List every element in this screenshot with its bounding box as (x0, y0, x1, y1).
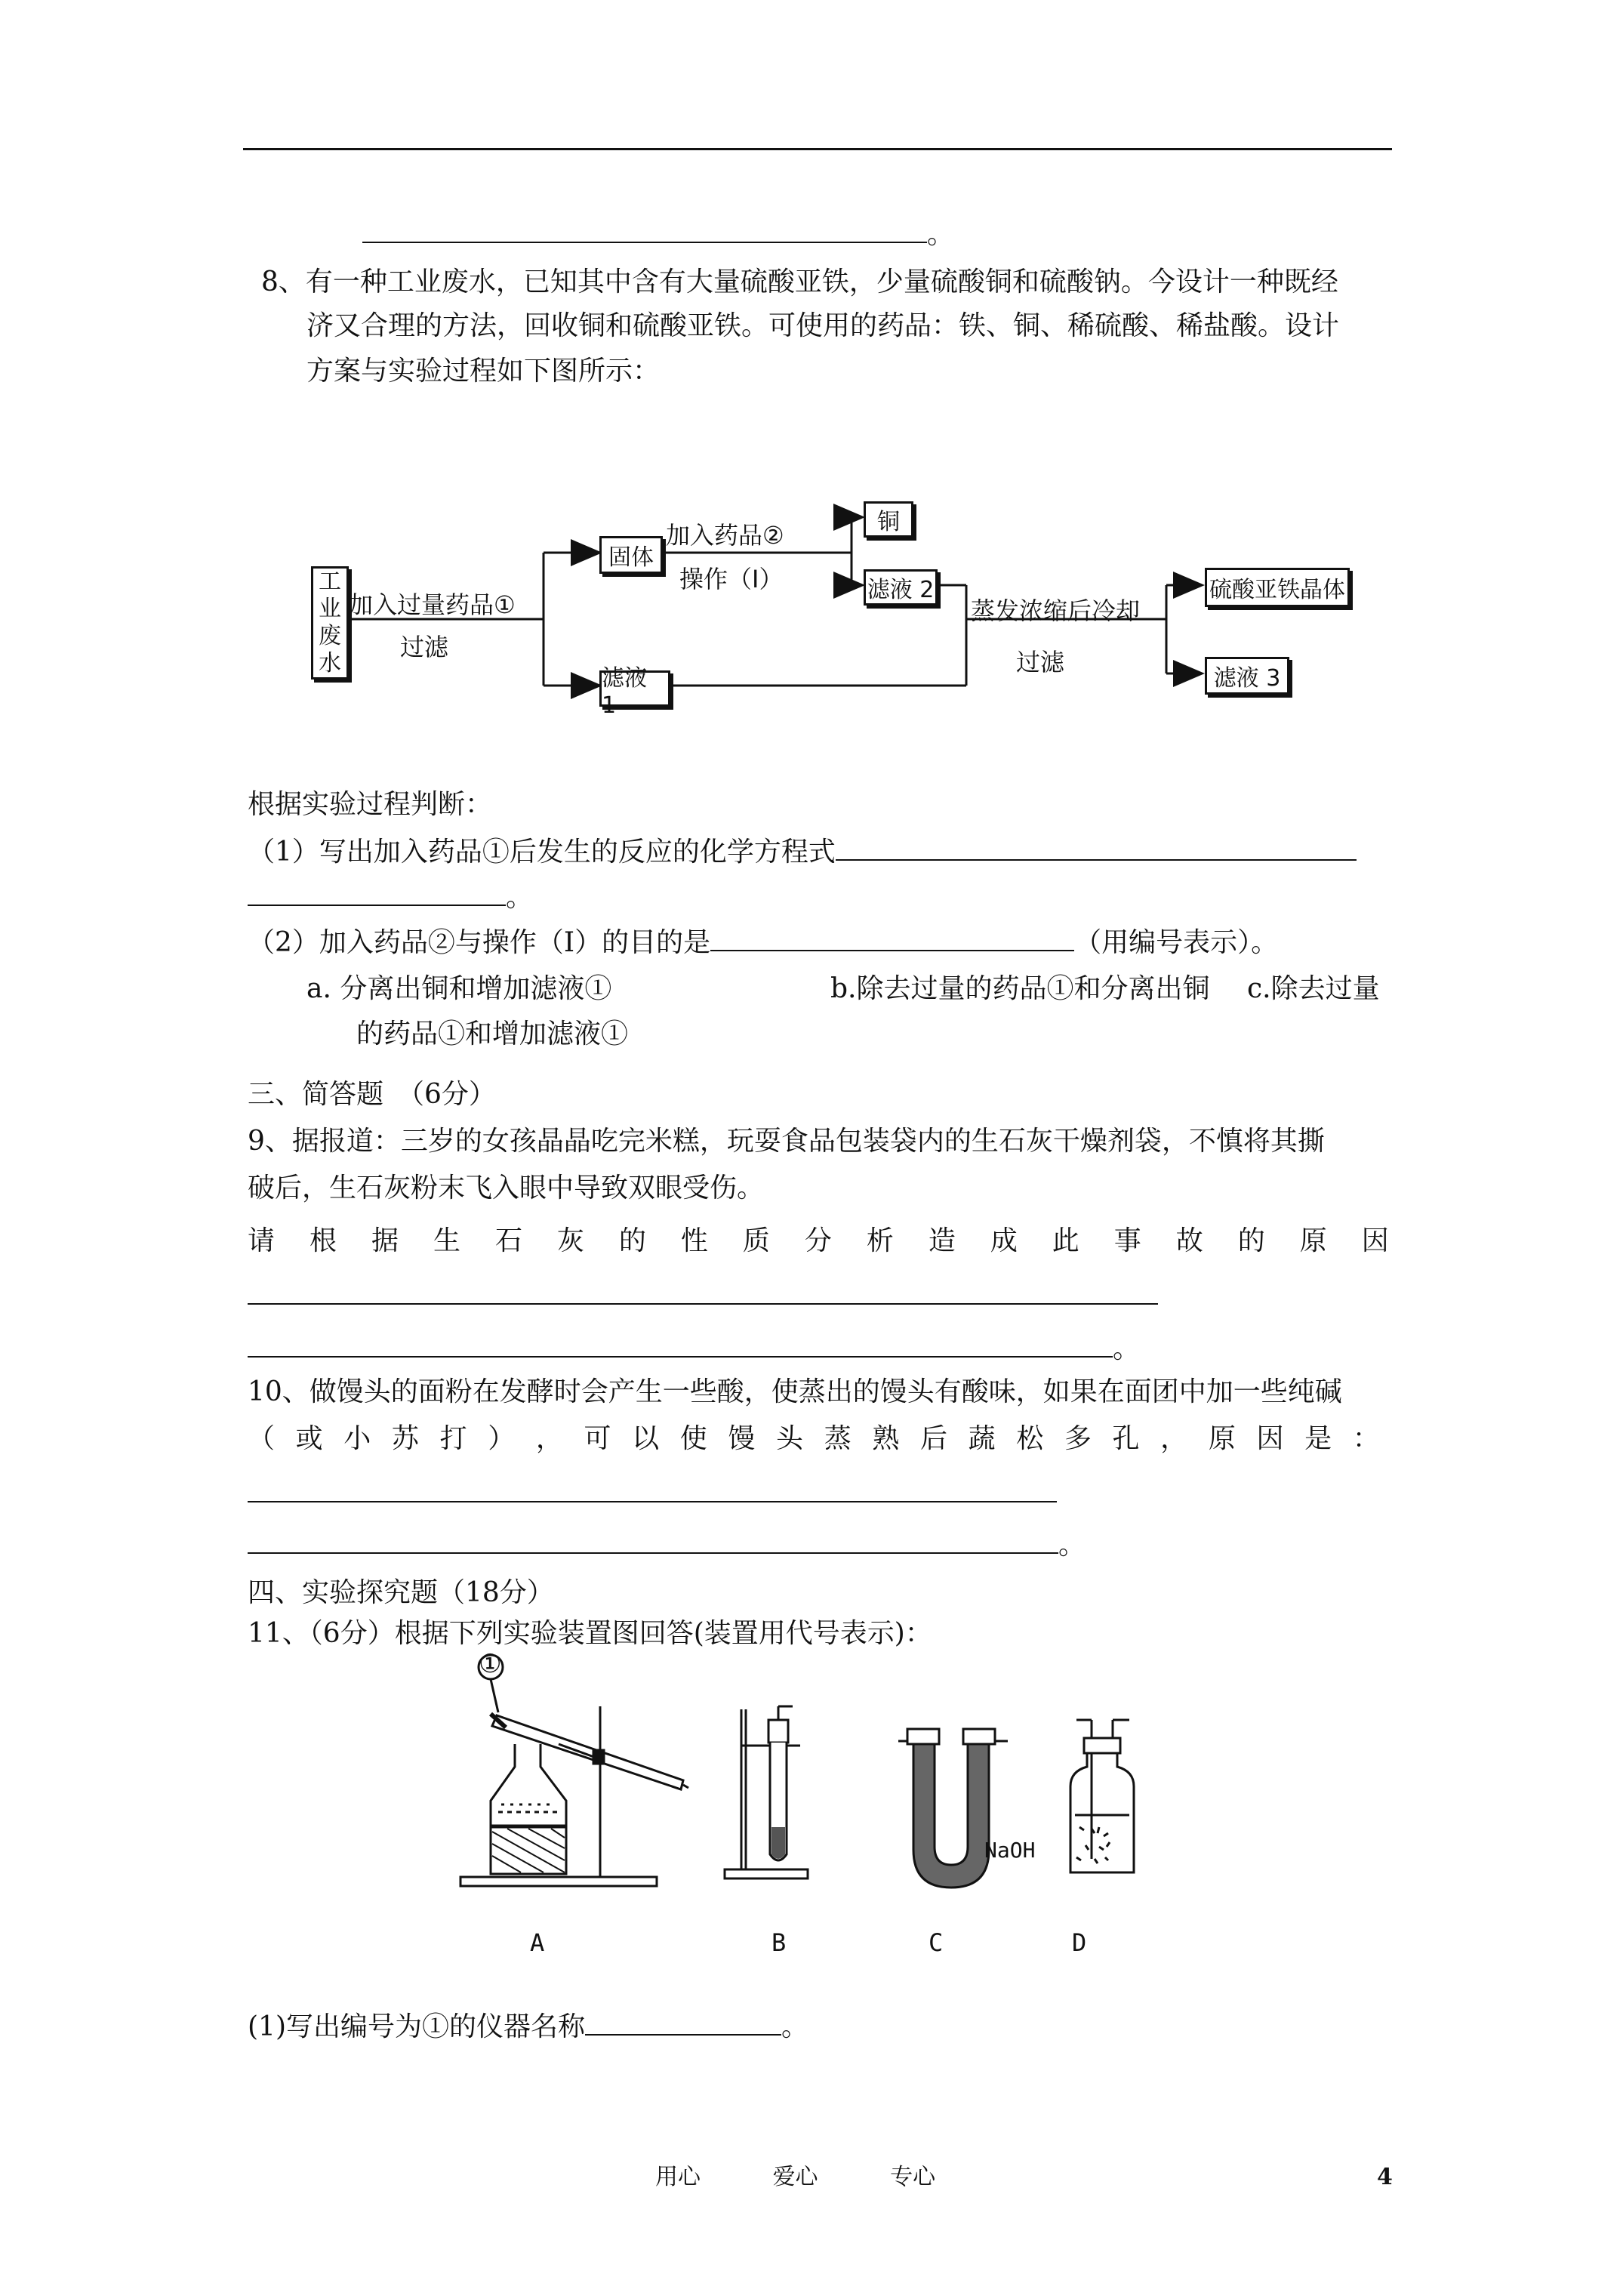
q10-char: 可 (584, 1423, 611, 1454)
q10-char: 多 (1064, 1423, 1092, 1454)
q9-char: 质 (742, 1225, 770, 1256)
q8-line2: 济又合理的方法，回收铜和硫酸亚铁。可使用的药品：铁、铜、稀硫酸、稀盐酸。设计 (306, 310, 1340, 341)
q10-answer-line-1 (248, 1501, 1057, 1502)
q10-char: 孔 (1112, 1423, 1140, 1454)
q9-char: 原 (1299, 1225, 1327, 1256)
instrument-marker: ① (479, 1649, 502, 1679)
apparatus-label-c: C (929, 1928, 944, 1957)
q8-line1: 8、有一种工业废水，已知其中含有大量硫酸亚铁，少量硫酸铜和硫酸钠。今设计一种既经 (261, 267, 1338, 297)
solid-box: 固体 (599, 536, 663, 574)
q10-char: 因 (1256, 1423, 1284, 1454)
crystal-box: 硫酸亚铁晶体 (1205, 568, 1350, 607)
q9-char: 石 (494, 1225, 522, 1256)
step3-label: 蒸发浓缩后冷却 (971, 596, 1141, 625)
q8-2-question: （2）加入药品②与操作（Ⅰ）的目的是 （用编号表示）。 (248, 927, 1279, 958)
q9-char: 的 (618, 1225, 646, 1256)
step2-sublabel: 操作（Ⅰ） (679, 565, 784, 593)
q10-char: 以 (632, 1423, 660, 1454)
q9-char: 据 (371, 1225, 399, 1256)
judge-heading: 根据实验过程判断： (248, 789, 493, 820)
q9-char: 因 (1361, 1225, 1389, 1256)
step3-sublabel: 过滤 (1016, 648, 1065, 676)
q8-2-option-a: a. 分离出铜和增加滤液① (306, 973, 612, 1004)
q9-char: 分 (804, 1225, 832, 1256)
q10-line1: 10、做馒头的面粉在发酵时会产生一些酸，使蒸出的馒头有酸味，如果在面团中加一些纯碱 (248, 1376, 1342, 1407)
naoh-label: NaOH (984, 1838, 1036, 1863)
q10-line2 (248, 1422, 1380, 1456)
q10-char: 是 (1304, 1423, 1332, 1454)
filtrate1-box: 滤液 1 (599, 670, 670, 707)
q8-2-option-c: c.除去过量 (1247, 973, 1380, 1004)
q10-char: ， (535, 1423, 563, 1454)
q9-char: 故 (1175, 1225, 1203, 1256)
q8-1-question: （1）写出加入药品①后发生的反应的化学方程式 (248, 835, 1357, 869)
step1-label: 加入过量药品① (349, 590, 516, 619)
waste-water-box (311, 566, 349, 680)
apparatus-figure (445, 1649, 1155, 1971)
waste-water-char: 工 (319, 569, 341, 595)
q10-char: 蒸 (824, 1423, 852, 1454)
q9-char: 生 (433, 1225, 460, 1256)
page-number: 4 (1377, 2164, 1393, 2190)
q10-char: ， (1160, 1423, 1188, 1454)
q9-char: 此 (1052, 1225, 1079, 1256)
waste-water-char: 废 (319, 623, 341, 649)
q10-char: 熟 (872, 1423, 900, 1454)
q9-answer-line-1 (248, 1303, 1158, 1305)
step1-sublabel: 过滤 (400, 633, 449, 661)
q10-char: ： (1352, 1423, 1380, 1454)
footer-motto-3: 专心 (890, 2164, 936, 2190)
waste-water-char: 水 (319, 650, 341, 676)
q10-char: （ (248, 1423, 276, 1454)
copper-box: 铜 (864, 501, 913, 538)
waste-water-char: 业 (319, 596, 341, 622)
q9-char: 事 (1113, 1225, 1141, 1256)
apparatus-label-b: B (771, 1928, 787, 1957)
filtrate2-box: 滤液 2 (864, 569, 938, 606)
q9-line2: 破后，生石灰粉末飞入眼中导致双眼受伤。 (248, 1173, 765, 1203)
q9-char: 性 (680, 1225, 708, 1256)
q10-char: 头 (776, 1423, 804, 1454)
section4-heading: 四、实验探究题（18分） (248, 1577, 554, 1608)
q7-answer-line: 。 (362, 217, 954, 251)
footer-motto-1: 用心 (655, 2164, 701, 2190)
q10-char: 打 (439, 1423, 467, 1454)
q10-answer-line-2: 。 (248, 1528, 1086, 1562)
q10-char: 后 (919, 1423, 947, 1454)
q8-line3: 方案与实验过程如下图所示： (306, 356, 661, 387)
header-rule (243, 148, 1392, 150)
q10-char: 苏 (391, 1423, 419, 1454)
footer-motto (655, 2164, 935, 2191)
q9-answer-line-2: 。 (248, 1332, 1140, 1366)
q9-char: 成 (990, 1225, 1018, 1256)
q11-question: 11、（6分）根据下列实验装置图回答(装置用代号表示)： (248, 1618, 932, 1649)
section3-heading: 三、简答题 （6分） (248, 1079, 496, 1110)
q10-char: 原 (1208, 1423, 1236, 1454)
step2-label: 加入药品② (666, 521, 784, 550)
footer-motto-2: 爱心 (772, 2164, 818, 2190)
q10-char: 小 (343, 1423, 371, 1454)
process-flowchart (302, 483, 1374, 732)
q8-2-option-b: b.除去过量的药品①和分离出铜 (830, 973, 1210, 1004)
filtrate3-box: 滤液 3 (1205, 657, 1289, 695)
q8-1-answer-line: 。 (248, 880, 533, 914)
q9-char: 灰 (556, 1225, 584, 1256)
q10-char: 使 (679, 1423, 707, 1454)
q10-char: 馒 (728, 1423, 756, 1454)
q9-line1: 9、据报道：三岁的女孩晶晶吃完米糕，玩耍食品包装袋内的生石灰干燥剂袋，不慎将其撕 (248, 1126, 1325, 1157)
apparatus-label-a: A (530, 1928, 545, 1957)
q9-line3 (248, 1225, 1389, 1258)
apparatus-drawing (445, 1653, 1155, 1895)
q9-char: 根 (309, 1225, 337, 1256)
q8-2-option-c-cont: 的药品①和增加滤液① (356, 1019, 629, 1049)
q9-char: 造 (928, 1225, 956, 1256)
q9-char: 请 (248, 1225, 276, 1256)
q10-char: ） (488, 1423, 516, 1454)
q10-char: 或 (295, 1423, 323, 1454)
q9-char: 析 (866, 1225, 894, 1256)
q10-char: 蔬 (968, 1423, 996, 1454)
apparatus-label-d: D (1072, 1928, 1087, 1957)
q11-1-question: (1)写出编号为①的仪器名称 。 (248, 2011, 809, 2042)
q9-char: 的 (1237, 1225, 1265, 1256)
q10-char: 松 (1016, 1423, 1044, 1454)
